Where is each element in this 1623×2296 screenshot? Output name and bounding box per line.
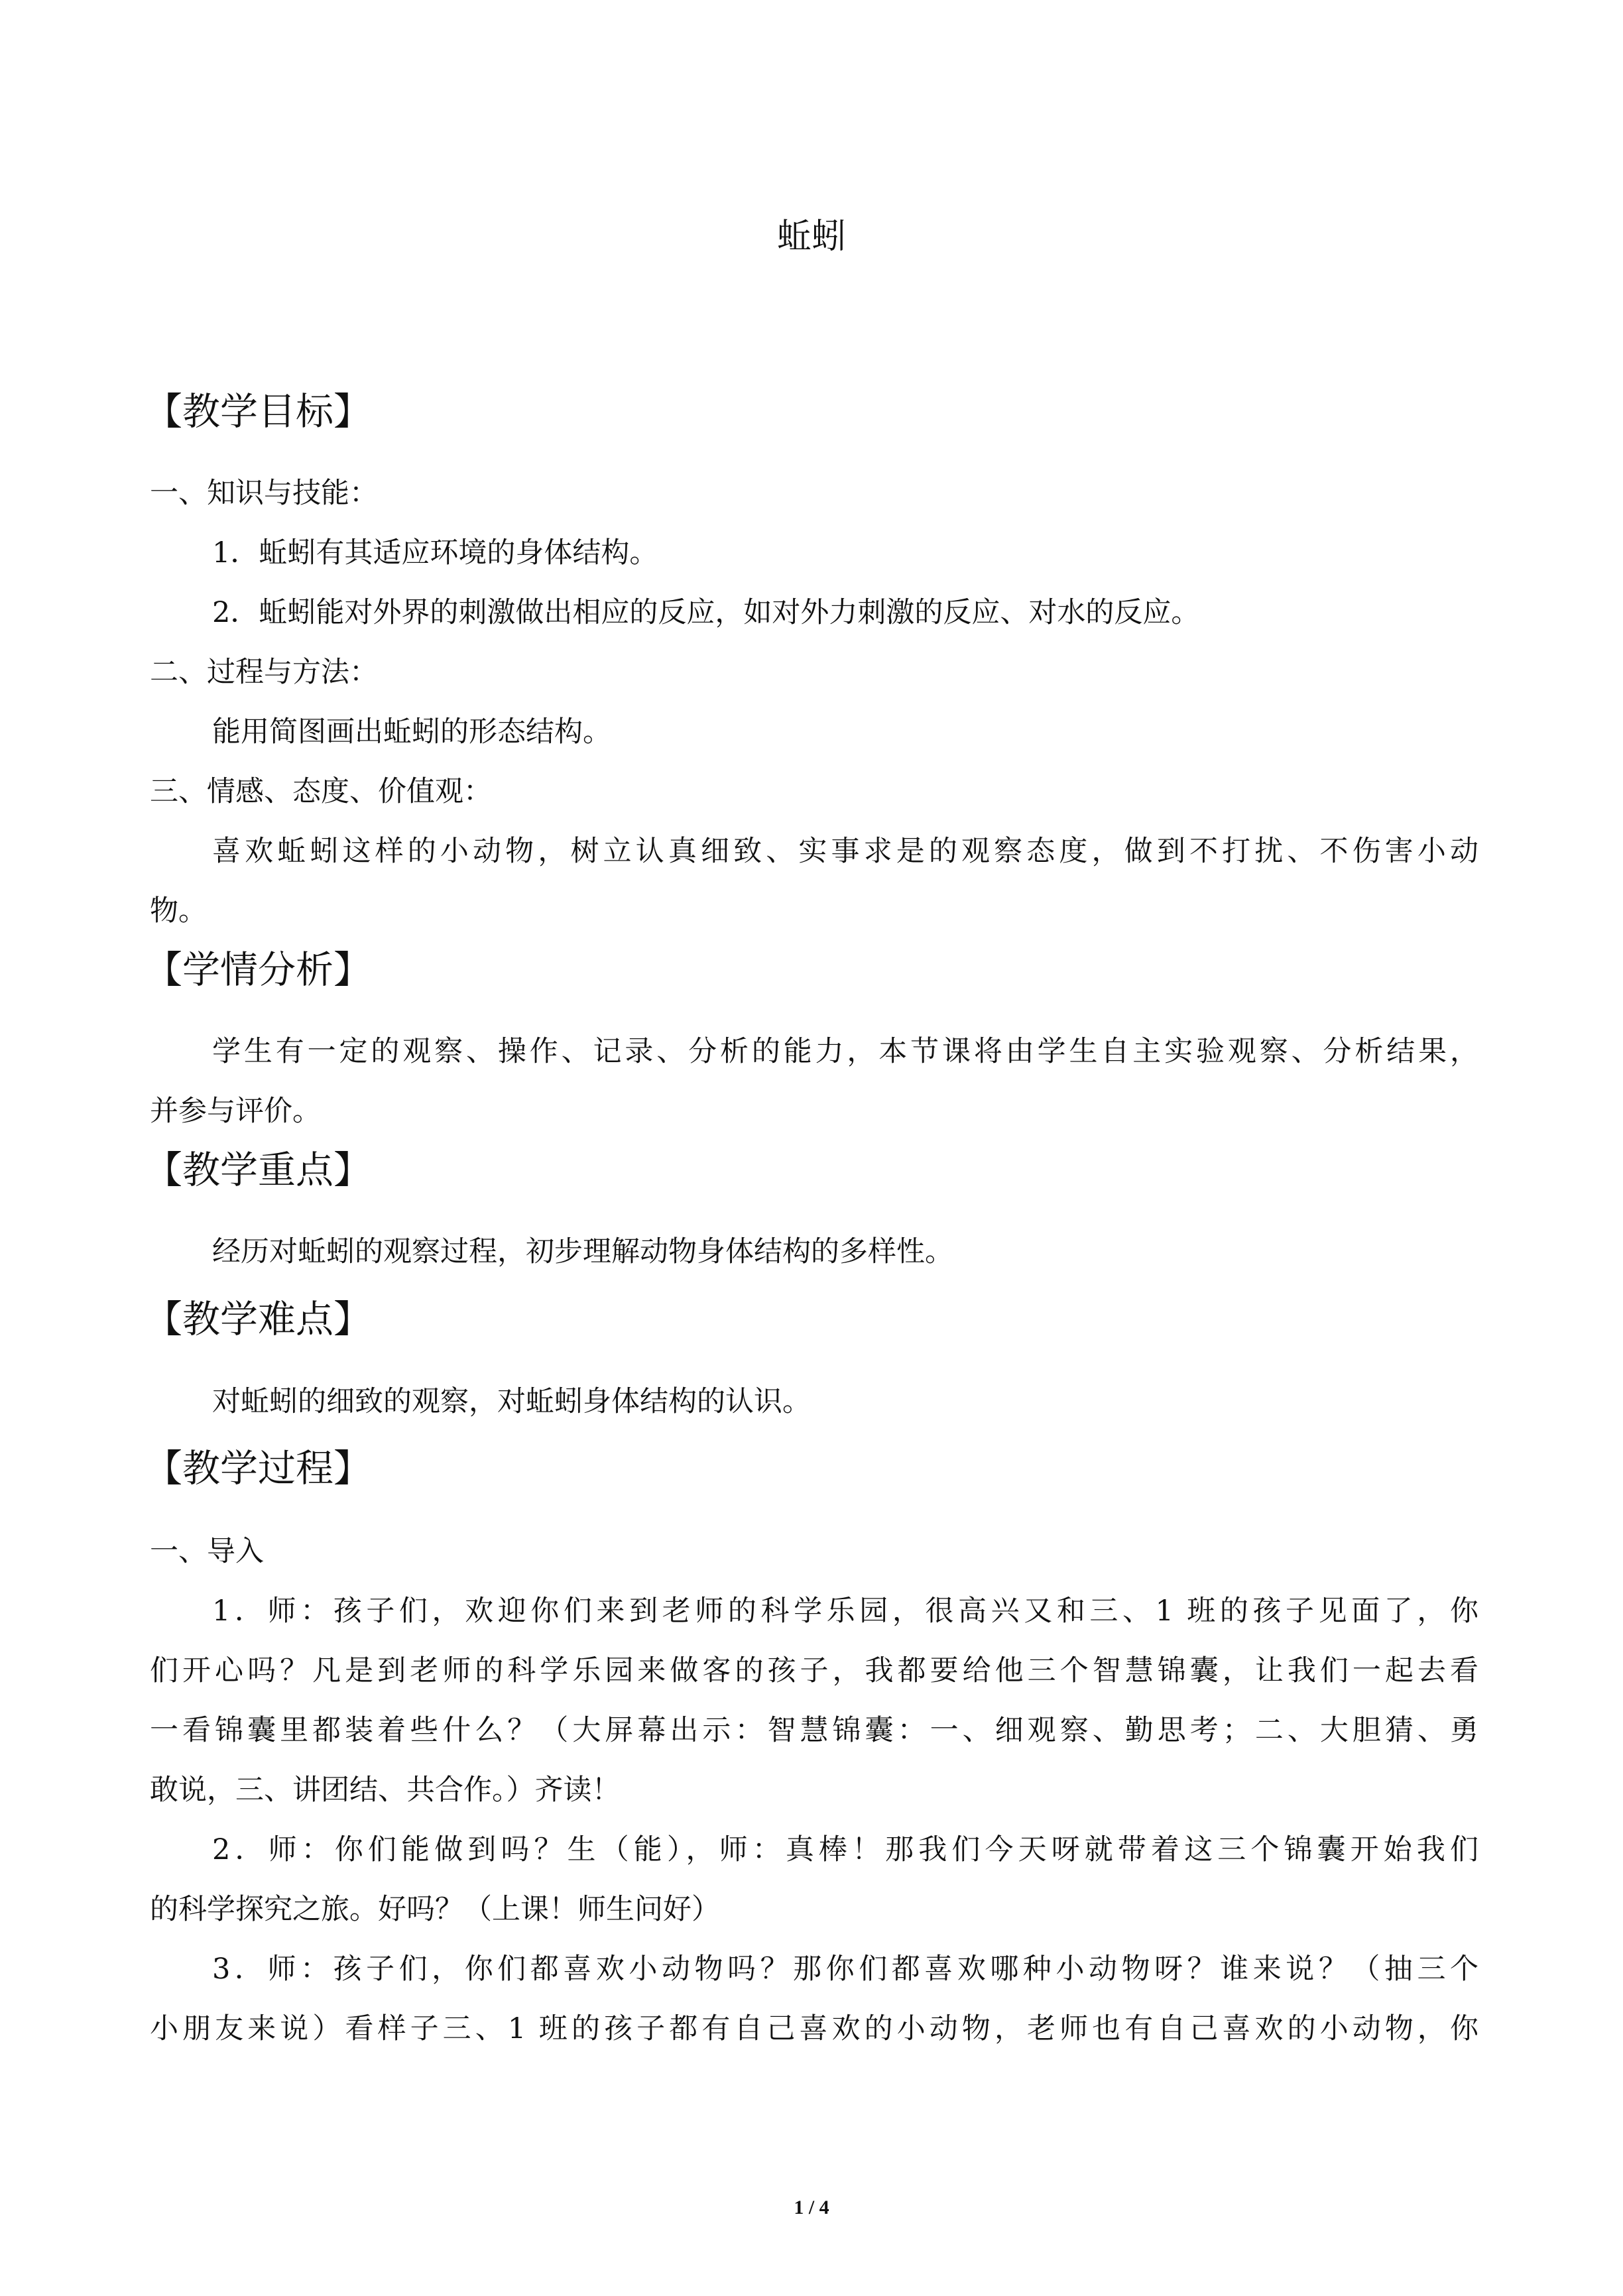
process-method-item: 能用简图画出蚯蚓的形态结构。 [212,715,611,749]
process-text-line: 的科学探究之旅。好吗？（上课！师生问好） [150,1893,720,1926]
heading-teaching-process: 【教学过程】 [145,1447,371,1490]
knowledge-item-2: 2．蚯蚓能对外界的刺激做出相应的反应，如对外力刺激的反应、对水的反应。 [212,596,1200,629]
key-points-text: 经历对蚯蚓的观察过程，初步理解动物身体结构的多样性。 [212,1235,953,1268]
process-text-line: 一看锦囊里都装着些什么？（大屏幕出示：智慧锦囊：一、细观察、勤思考；二、大胆猜、勇 [150,1714,1478,1747]
difficulties-text: 对蚯蚓的细致的观察，对蚯蚓身体结构的认识。 [212,1385,811,1418]
process-text-line: 3．师：孩子们，你们都喜欢小动物吗？那你们都喜欢哪种小动物呀？谁来说？（抽三个 [212,1953,1478,1986]
knowledge-label: 一、知识与技能： [150,477,378,510]
process-text-line: 2．师：你们能做到吗？生（能），师：真棒！那我们今天呀就带着这三个锦囊开始我们 [212,1833,1478,1866]
emotion-label: 三、情感、态度、价值观： [150,775,492,808]
process-text-line: 们开心吗？凡是到老师的科学乐园来做客的孩子，我都要给他三个智慧锦囊，让我们一起去看 [150,1654,1478,1687]
process-text-line: 敢说，三、讲团结、共合作。）齐读！ [150,1774,621,1807]
emotion-text-line: 喜欢蚯蚓这样的小动物，树立认真细致、实事求是的观察态度，做到不打扰、不伤害小动 [212,835,1478,868]
page-title: 蚯蚓 [776,217,846,257]
analysis-text-line: 学生有一定的观察、操作、记录、分析的能力，本节课将由学生自主实验观察、分析结果， [212,1035,1478,1068]
analysis-text-line: 并参与评价。 [150,1095,321,1128]
process-method-label: 二、过程与方法： [150,656,378,689]
emotion-text-line: 物。 [150,894,207,928]
knowledge-item-1: 1．蚯蚓有其适应环境的身体结构。 [212,536,658,570]
heading-key-points: 【教学重点】 [145,1148,371,1192]
page-number: 1 / 4 [794,2197,829,2218]
process-text-line: 小朋友来说）看样子三、1 班的孩子都有自己喜欢的小动物，老师也有自己喜欢的小动物，你 [150,2012,1478,2045]
heading-difficulties: 【教学难点】 [145,1298,371,1341]
intro-label: 一、导入 [150,1535,264,1568]
process-text-line: 1．师：孩子们，欢迎你们来到老师的科学乐园，很高兴又和三、1 班的孩子见面了，你 [212,1595,1478,1628]
heading-student-analysis: 【学情分析】 [145,948,371,992]
heading-teaching-goals: 【教学目标】 [145,390,371,434]
